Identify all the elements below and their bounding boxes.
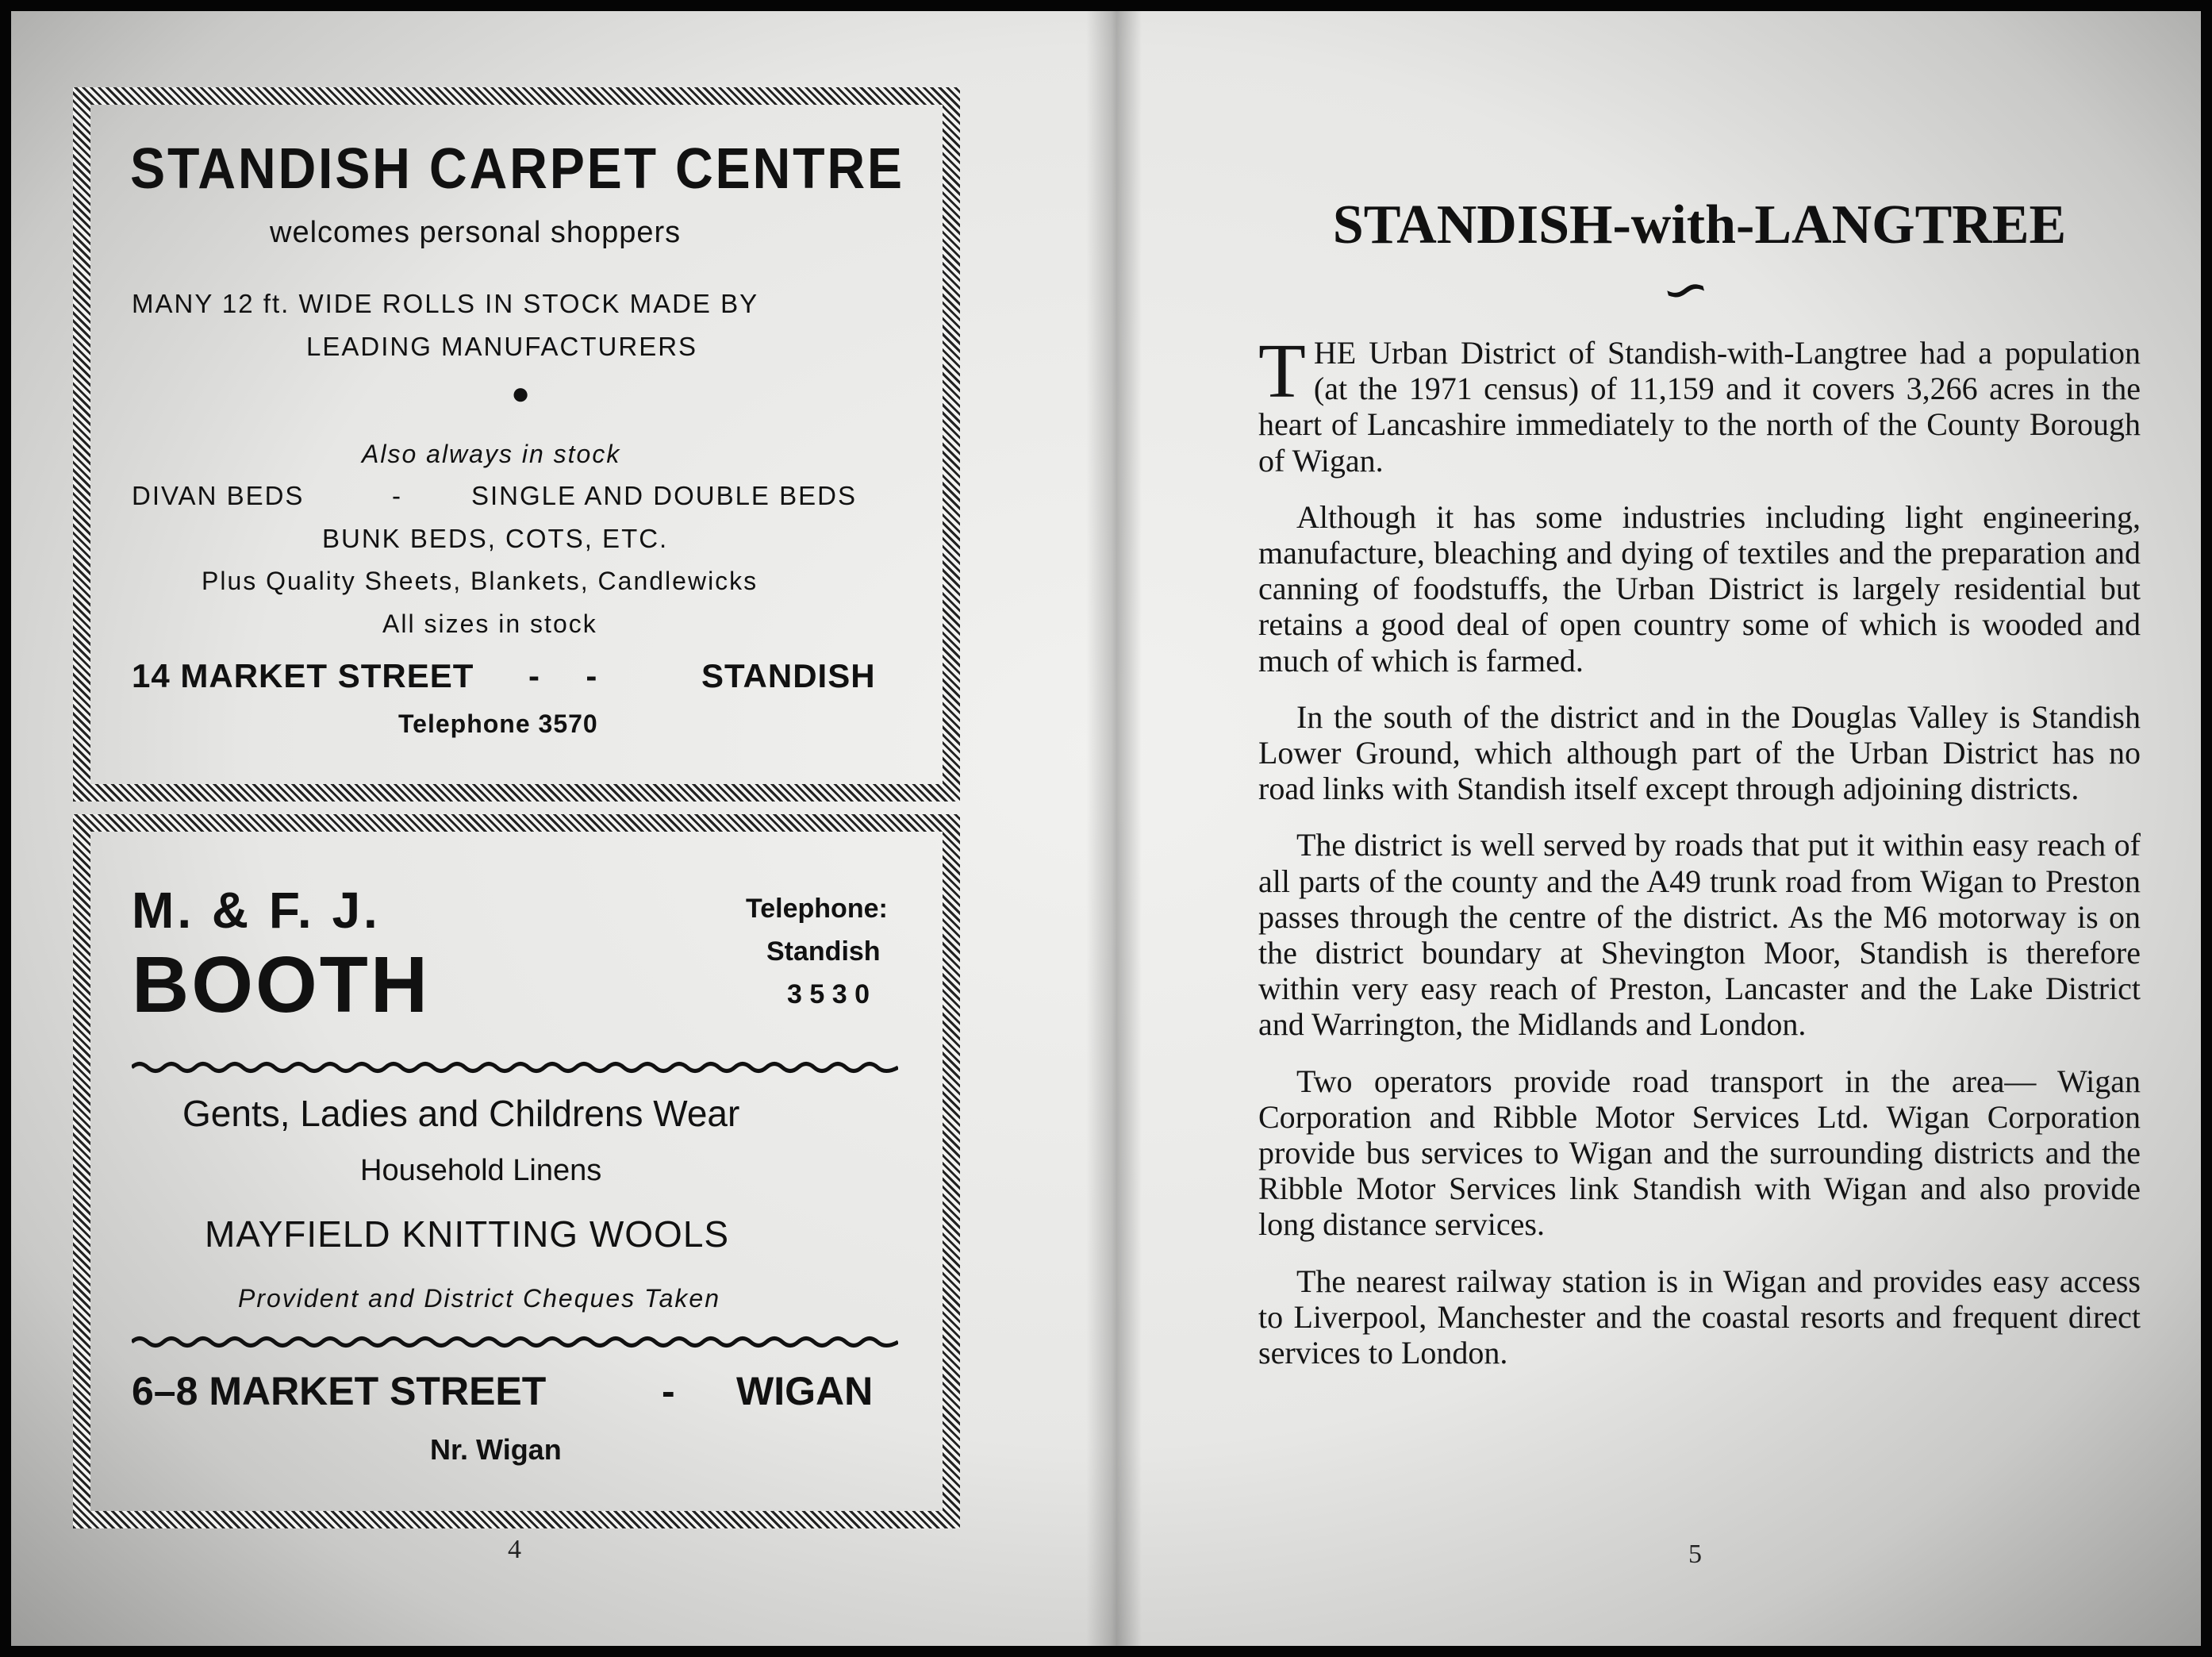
carpet-centre-title: STANDISH CARPET CENTRE bbox=[130, 137, 904, 201]
carpet-line-1: MANY 12 ft. WIDE ROLLS IN STOCK MADE BY bbox=[132, 289, 759, 318]
booth-initials: M. & F. J. bbox=[132, 882, 381, 939]
paragraph-1: THE Urban District of Standish-with-Langtree had a population (at the 1971 census) of 11,159 and it covers 3,266 acres in the heart of Lancashire immediately to the north of the County Borough of Wigan. bbox=[1258, 329, 2141, 479]
paragraph-4: The district is well served by roads that put it within easy reach of all parts of the county and the A49 trunk road from Wigan to Preston passes through the centre of the district. As the M6 motorway is on the district boundary at Shevington Moor, Standish is therefore within very easy reach of Preston, Lancaster and the Lake District and Warrington, the Midlands and London. bbox=[1258, 827, 2141, 1043]
bunk-beds: BUNK BEDS, COTS, ETC. bbox=[322, 524, 669, 553]
book-gutter bbox=[1086, 11, 1142, 1646]
page-heading: STANDISH-with-LANGTREE bbox=[1332, 194, 2067, 256]
quality-sheets: Plus Quality Sheets, Blankets, Candlewicks bbox=[202, 567, 758, 595]
paragraph-2: Although it has some industries including light engineering, manufacture, bleaching and dying of textiles and the preparation and canning of foodstuffs, the Urban District is largely residential but retains a good deal of open country some of which is wooded and much of which is farmed. bbox=[1258, 498, 2141, 679]
bullet-icon: ● bbox=[511, 376, 531, 411]
paragraph-6: The nearest railway station is in Wigan and provides easy access to Liverpool, Manchester and the coastal resorts and frequent direct services to London. bbox=[1258, 1263, 2141, 1371]
booth-cheques: Provident and District Cheques Taken bbox=[238, 1284, 720, 1313]
paragraph-5: Two operators provide road transport in the area— Wigan Corporation and Ribble Motor Services Ltd. Wigan Corporation provide bus services to Wigan and the surrounding districts and the Ribble Motor Services link Standish with Wigan and also provide long distance services. bbox=[1258, 1063, 2141, 1243]
carpet-line-2: LEADING MANUFACTURERS bbox=[306, 332, 698, 361]
booth-address-street: 6–8 MARKET STREET bbox=[132, 1369, 547, 1413]
booth-wear: Gents, Ladies and Childrens Wear bbox=[182, 1093, 740, 1134]
ornament-icon: ∽ bbox=[1653, 252, 1717, 327]
carpet-address-street: 14 MARKET STREET bbox=[132, 657, 474, 694]
booth-tel-number: 3 5 3 0 bbox=[787, 979, 870, 1009]
booth-linens: Household Linens bbox=[360, 1154, 602, 1187]
carpet-also-stock: Also always in stock bbox=[362, 440, 621, 468]
carpet-address-town: STANDISH bbox=[701, 657, 876, 694]
carpet-address-dashes: - - bbox=[528, 657, 597, 694]
carpet-centre-subtitle: welcomes personal shoppers bbox=[270, 216, 682, 249]
divan-dash: - bbox=[392, 481, 401, 510]
booth-name: BOOTH bbox=[132, 940, 431, 1029]
paragraph-3: In the south of the district and in the Douglas Valley is Standish Lower Ground, which although part of the Urban District has no road links with Standish itself except through adjoining districts. bbox=[1258, 698, 2141, 807]
carpet-telephone: Telephone 3570 bbox=[398, 709, 598, 738]
booth-wools: MAYFIELD KNITTING WOOLS bbox=[205, 1213, 730, 1255]
booth-nr-wigan: Nr. Wigan bbox=[430, 1433, 562, 1466]
booth-address-dash: - bbox=[662, 1369, 675, 1413]
single-double-beds: SINGLE AND DOUBLE BEDS bbox=[471, 481, 857, 510]
page-number-left: 4 bbox=[508, 1535, 521, 1564]
wave-divider-1 bbox=[132, 1060, 898, 1075]
divan-beds: DIVAN BEDS bbox=[132, 481, 305, 510]
article-body bbox=[1258, 329, 2141, 1391]
booth-tel-place: Standish bbox=[766, 936, 881, 967]
book-spread bbox=[11, 11, 2201, 1646]
wave-divider-2 bbox=[132, 1335, 898, 1349]
all-sizes: All sizes in stock bbox=[382, 609, 597, 638]
booth-address-town: WIGAN bbox=[736, 1369, 874, 1413]
drop-cap: T bbox=[1258, 329, 1306, 414]
booth-tel-label: Telephone: bbox=[746, 894, 888, 924]
page-number-right: 5 bbox=[1688, 1540, 1702, 1569]
